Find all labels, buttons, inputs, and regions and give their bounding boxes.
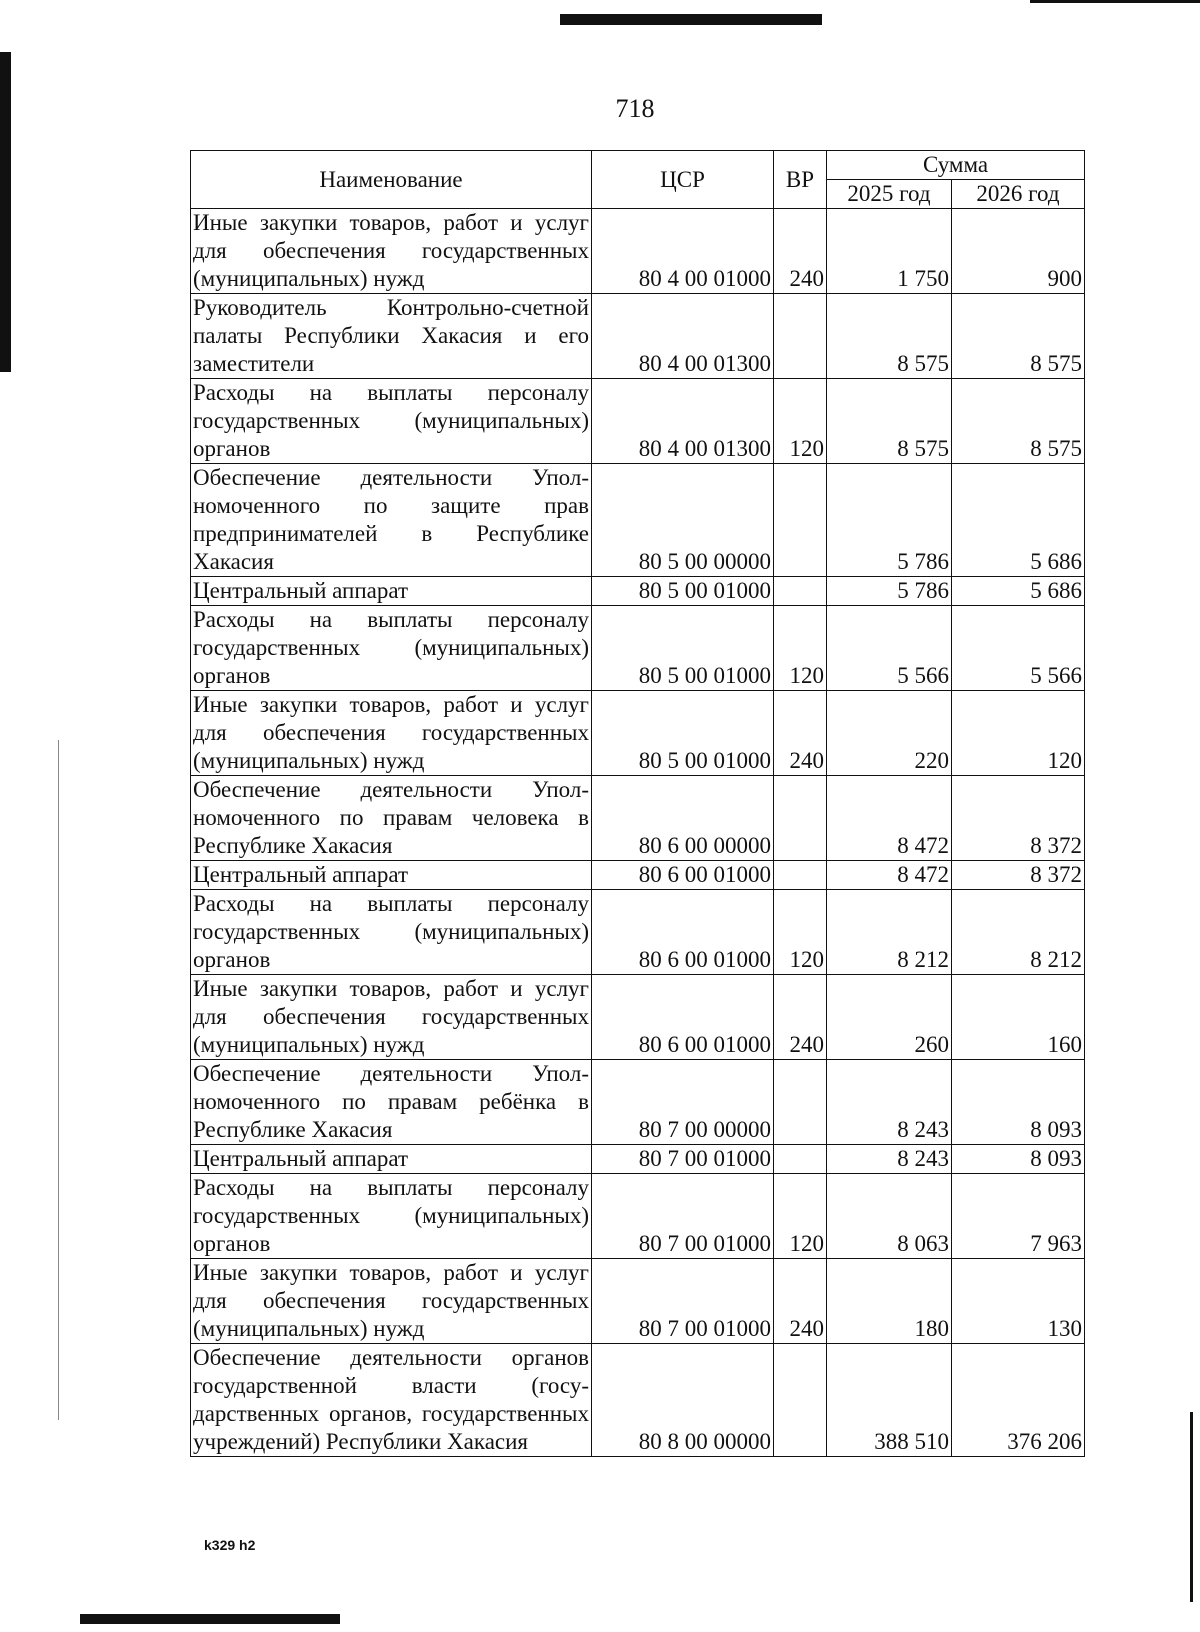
row-vr-cell: 120 xyxy=(774,606,827,691)
row-name-cell: Иные закупки товаров, работ и услуг для обеспечения государственных (муниципальных) нужд xyxy=(191,1259,592,1344)
header-sum: Сумма xyxy=(827,151,1085,180)
table-row xyxy=(191,379,1085,464)
table-row xyxy=(191,294,1085,379)
table-row xyxy=(191,975,1085,1060)
row-2025-cell: 8 243 xyxy=(827,1145,952,1174)
row-vr-cell: 120 xyxy=(774,890,827,975)
row-name-cell: Расходы на выплаты персоналу государственных (муниципальных) органов xyxy=(191,1174,592,1259)
row-2025-cell: 180 xyxy=(827,1259,952,1344)
row-csr-cell: 80 6 00 01000 xyxy=(592,975,774,1060)
scan-artifact-right-edge xyxy=(1190,1412,1193,1602)
row-2025-cell: 8 472 xyxy=(827,776,952,861)
row-csr-cell: 80 7 00 01000 xyxy=(592,1145,774,1174)
row-csr-cell: 80 7 00 01000 xyxy=(592,1259,774,1344)
row-2026-cell: 8 372 xyxy=(952,861,1085,890)
row-2025-cell: 8 063 xyxy=(827,1174,952,1259)
row-name-cell: Расходы на выплаты персоналу государственных (муниципальных) органов xyxy=(191,890,592,975)
row-name-cell: Центральный аппарат xyxy=(191,1145,592,1174)
row-2025-cell: 1 750 xyxy=(827,209,952,294)
row-2026-cell: 7 963 xyxy=(952,1174,1085,1259)
row-csr-cell: 80 4 00 01300 xyxy=(592,379,774,464)
row-2026-cell: 8 575 xyxy=(952,294,1085,379)
row-2025-cell: 388 510 xyxy=(827,1344,952,1457)
row-name-cell: Иные закупки товаров, работ и услуг для обеспечения государственных (муниципальных) нужд xyxy=(191,691,592,776)
table-row xyxy=(191,1174,1085,1259)
scan-artifact-top xyxy=(560,14,822,25)
row-csr-cell: 80 5 00 00000 xyxy=(592,464,774,577)
row-name-cell: Обеспечение деятельности Уполномоченного по правам человека в Республике Хакасия xyxy=(191,776,592,861)
row-2025-cell: 5 786 xyxy=(827,577,952,606)
row-2026-cell: 160 xyxy=(952,975,1085,1060)
row-2025-cell: 8 243 xyxy=(827,1060,952,1145)
row-name-cell: Обеспечение деятельности Уполномоченного по защите прав предпринимателей в Республике Хакасия xyxy=(191,464,592,577)
row-csr-cell: 80 6 00 00000 xyxy=(592,776,774,861)
row-2026-cell: 5 686 xyxy=(952,577,1085,606)
row-vr-cell xyxy=(774,1060,827,1145)
row-2026-cell: 8 372 xyxy=(952,776,1085,861)
header-year-2025: 2025 год xyxy=(827,180,952,209)
table-row xyxy=(191,577,1085,606)
table-header xyxy=(191,151,1085,209)
row-2026-cell: 5 686 xyxy=(952,464,1085,577)
row-name-cell: Центральный аппарат xyxy=(191,577,592,606)
scan-artifact-top-right xyxy=(1030,0,1200,3)
scan-artifact-left-line xyxy=(58,740,59,1420)
table-row xyxy=(191,1344,1085,1457)
row-2026-cell: 900 xyxy=(952,209,1085,294)
row-csr-cell: 80 4 00 01300 xyxy=(592,294,774,379)
footer-code: k329 h2 xyxy=(204,1537,256,1553)
row-vr-cell xyxy=(774,1344,827,1457)
row-name-cell: Центральный аппарат xyxy=(191,861,592,890)
row-vr-cell: 240 xyxy=(774,1259,827,1344)
row-name-cell: Иные закупки товаров, работ и услуг для обеспечения государственных (муниципальных) нужд xyxy=(191,209,592,294)
table-row xyxy=(191,691,1085,776)
budget-table xyxy=(190,150,1085,1457)
header-csr: ЦСР xyxy=(592,151,774,209)
row-csr-cell: 80 4 00 01000 xyxy=(592,209,774,294)
table-row xyxy=(191,209,1085,294)
row-2025-cell: 8 575 xyxy=(827,379,952,464)
row-vr-cell xyxy=(774,464,827,577)
row-vr-cell xyxy=(774,577,827,606)
row-2025-cell: 8 472 xyxy=(827,861,952,890)
row-csr-cell: 80 5 00 01000 xyxy=(592,577,774,606)
row-vr-cell xyxy=(774,294,827,379)
row-name-cell: Обеспечение деятельности Уполномоченного по правам ребёнка в Республике Хакасия xyxy=(191,1060,592,1145)
row-name-cell: Расходы на выплаты персоналу государственных (муниципальных) органов xyxy=(191,606,592,691)
row-2026-cell: 8 575 xyxy=(952,379,1085,464)
header-vr: ВР xyxy=(774,151,827,209)
row-csr-cell: 80 6 00 01000 xyxy=(592,890,774,975)
table-row xyxy=(191,1259,1085,1344)
row-vr-cell: 240 xyxy=(774,975,827,1060)
row-name-cell: Расходы на выплаты персоналу государственных (муниципальных) органов xyxy=(191,379,592,464)
row-vr-cell: 240 xyxy=(774,209,827,294)
row-2026-cell: 8 093 xyxy=(952,1145,1085,1174)
row-2026-cell: 376 206 xyxy=(952,1344,1085,1457)
row-2025-cell: 5 566 xyxy=(827,606,952,691)
table-row xyxy=(191,861,1085,890)
row-vr-cell: 120 xyxy=(774,379,827,464)
row-2025-cell: 8 212 xyxy=(827,890,952,975)
row-vr-cell xyxy=(774,1145,827,1174)
row-vr-cell: 240 xyxy=(774,691,827,776)
page-number: 718 xyxy=(615,94,655,123)
row-2026-cell: 8 212 xyxy=(952,890,1085,975)
table-body xyxy=(191,209,1085,1457)
row-csr-cell: 80 6 00 01000 xyxy=(592,861,774,890)
row-csr-cell: 80 5 00 01000 xyxy=(592,691,774,776)
row-2026-cell: 8 093 xyxy=(952,1060,1085,1145)
scan-artifact-bottom xyxy=(80,1614,340,1624)
row-2026-cell: 130 xyxy=(952,1259,1085,1344)
table-row xyxy=(191,464,1085,577)
row-2025-cell: 8 575 xyxy=(827,294,952,379)
row-2025-cell: 5 786 xyxy=(827,464,952,577)
table-row xyxy=(191,606,1085,691)
row-csr-cell: 80 7 00 00000 xyxy=(592,1060,774,1145)
row-csr-cell: 80 7 00 01000 xyxy=(592,1174,774,1259)
row-vr-cell xyxy=(774,776,827,861)
row-csr-cell: 80 5 00 01000 xyxy=(592,606,774,691)
row-2026-cell: 5 566 xyxy=(952,606,1085,691)
table-row xyxy=(191,776,1085,861)
row-name-cell: Руководитель Контрольно-счетной палаты Республики Хакасия и его заместители xyxy=(191,294,592,379)
row-name-cell: Обеспечение деятельности органов государственной власти (государственных органов, государственных учреждений) Республики Хакасия xyxy=(191,1344,592,1457)
header-year-2026: 2026 год xyxy=(952,180,1085,209)
row-vr-cell xyxy=(774,861,827,890)
row-2026-cell: 120 xyxy=(952,691,1085,776)
table-row xyxy=(191,1145,1085,1174)
table-row xyxy=(191,1060,1085,1145)
table-row xyxy=(191,890,1085,975)
row-name-cell: Иные закупки товаров, работ и услуг для обеспечения государственных (муниципальных) нужд xyxy=(191,975,592,1060)
header-name: Наименование xyxy=(191,151,592,209)
row-2025-cell: 220 xyxy=(827,691,952,776)
row-csr-cell: 80 8 00 00000 xyxy=(592,1344,774,1457)
row-vr-cell: 120 xyxy=(774,1174,827,1259)
row-2025-cell: 260 xyxy=(827,975,952,1060)
